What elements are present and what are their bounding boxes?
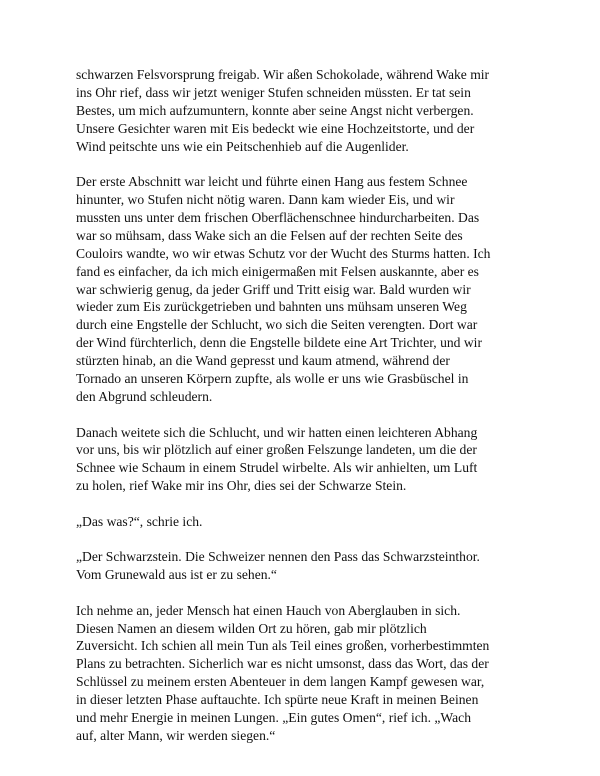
text-line: Danach weitete sich die Schlucht, und wir hatten einen leichteren Abhang: [76, 424, 478, 440]
text-line: stürzten hinab, an die Wand gepresst und kaum atmend, während der: [76, 353, 450, 369]
text-line: Zuversicht. Ich schien all mein Tun als Teil eines großen, vorherbestimmten: [76, 638, 490, 654]
text-line: schwarzen Felsvorsprung freigab. Wir aßen Schokolade, während Wake mir: [76, 67, 490, 82]
paragraph: [76, 602, 538, 745]
text-line: der Wind fürchterlich, denn die Engstelle bildete eine Art Trichter, und wir: [76, 335, 482, 351]
text-line: Diesen Namen an diesem wilden Ort zu hören, gab mir plötzlich: [76, 620, 427, 636]
paragraph: [76, 66, 538, 156]
text-line: in dieser letzten Phase auftauchte. Ich spürte neue Kraft in meinen Beinen: [76, 692, 479, 708]
text-line: war so mühsam, dass Wake sich an die Felsen auf der rechten Seite des: [76, 227, 463, 243]
text-line: „Das was?“, schrie ich.: [76, 513, 203, 529]
paragraph: [76, 424, 538, 496]
text-line: Wind peitschte uns wie ein Peitschenhieb auf die Augenlider.: [76, 138, 409, 154]
text-line: „Der Schwarzstein. Die Schweizer nennen den Pass das Schwarzsteinthor.: [76, 549, 480, 565]
body-text: [76, 66, 538, 762]
text-line: Vom Grunewald aus ist er zu sehen.“: [76, 567, 277, 583]
text-line: Tornado an unseren Körpern zupfte, als wolle er uns wie Grasbüschel in: [76, 371, 469, 387]
text-line: Schnee wie Schaum in einem Strudel wirbelte. Als wir anhielten, um Luft: [76, 460, 478, 476]
paragraph: [76, 173, 538, 406]
text-line: auf, alter Mann, wir werden siegen.“: [76, 727, 276, 743]
text-line: Couloirs wandte, wo wir etwas Schutz vor der Wucht des Sturms hatten. Ich: [76, 245, 491, 261]
text-line: hinunter, wo Stufen nicht nötig waren. Dann kam wieder Eis, und wir: [76, 192, 455, 208]
paragraph: [76, 513, 538, 531]
text-line: zu holen, rief Wake mir ins Ohr, dies sei der Schwarze Stein.: [76, 478, 407, 494]
text-line: fand es einfacher, da ich mich einigermaßen mit Felsen auskannte, aber es: [76, 263, 479, 279]
text-line: Plans zu betrachten. Sicherlich war es nicht umsonst, dass das Wort, das der: [76, 656, 489, 672]
text-line: Ich nehme an, jeder Mensch hat einen Hauch von Aberglauben in sich.: [76, 602, 461, 618]
text-line: vor uns, bis wir plötzlich auf einer großen Felszunge landeten, um die der: [76, 442, 477, 458]
text-line: Schlüssel zu meinem ersten Abenteuer in dem langen Kampf gewesen war,: [76, 674, 485, 690]
text-line: und mehr Energie in meinen Lungen. „Ein gutes Omen“, rief ich. „Wach: [76, 710, 472, 726]
text-line: den Abgrund schleudern.: [76, 389, 213, 404]
text-line: durch eine Engstelle der Schlucht, wo sich die Seiten verengten. Dort war: [76, 317, 478, 333]
text-line: Unsere Gesichter waren mit Eis bedeckt wie eine Hochzeitstorte, und der: [76, 120, 475, 136]
text-line: mussten uns unter dem frischen Oberflächenschnee hindurcharbeiten. Das: [76, 209, 480, 225]
text-line: wieder zum Eis zurückgetrieben und bahnten uns mühsam unseren Weg: [76, 299, 467, 315]
text-line: ins Ohr rief, dass wir jetzt weniger Stufen schneiden müssten. Er tat sein: [76, 84, 471, 100]
text-line: Der erste Abschnitt war leicht und führte einen Hang aus festem Schnee: [76, 174, 468, 190]
paragraph: [76, 548, 538, 584]
text-line: Bestes, um mich aufzumuntern, konnte aber seine Angst nicht verbergen.: [76, 102, 474, 118]
text-line: war schwierig genug, da jeder Griff und Tritt eisig war. Bald wurden wir: [76, 281, 471, 297]
